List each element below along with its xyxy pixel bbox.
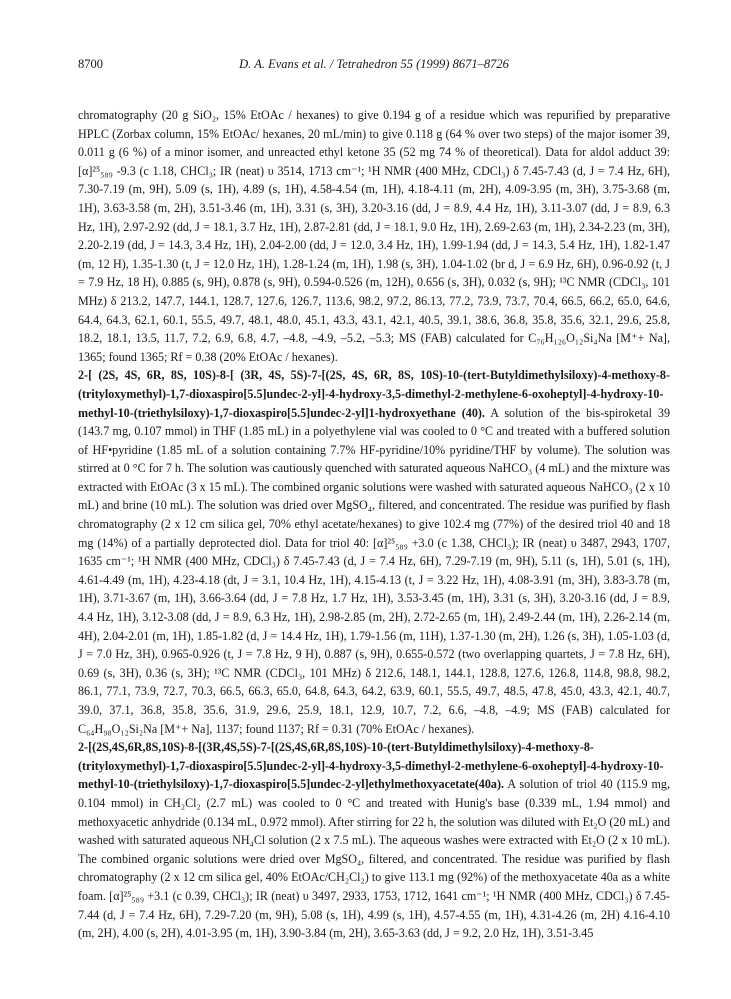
page-number: 8700 — [78, 57, 103, 71]
experimental-paragraph-aldol-adduct: chromatography (20 g SiO₂, 15% EtOAc / hexanes) to give 0.194 g of a residue which was repurified by preparative HPLC (Zorbax column, 15% EtOAc/ hexanes, 20 mL/min) to give 0.118 g (64 % over two steps) of the major isomer 39, 0.011 g (6 %) of a minor isomer, and unreacted ethyl ketone 35 (52 mg 74 % of theoretical). Data for aldol adduct 39: [α]²⁵₅₈₉ -9.3 (c 1.18, CHCl₃; IR (neat) υ 3514, 1713 cm⁻¹; ¹H NMR (400 MHz, CDCl₃) δ 7.45-7.43 (d, J = 7.4 Hz, 6H), 7.30-7.19 (m, 9H), 5.09 (s, 1H), 4.89 (s, 1H), 4.58-4.54 (m, 1H), 4.18-4.11 (m, 2H), 4.09-3.95 (m, 3H), 3.75-3.68 (m, 1H), 3.63-3.58 (m, 2H), 3.51-3.46 (m, 1H), 3.31 (s, 3H), 3.20-3.16 (dd, J = 8.9, 4.4 Hz, 1H), 3.11-3.07 (dd, J = 8.9, 6.3 Hz, 1H), 2.97-2.92 (dd, J = 18.1, 3.7 Hz, 1H), 2.87-2.81 (dd, J = 18.1, 9.0 Hz, 1H), 2.69-2.63 (m, 1H), 2.34-2.23 (m, 3H), 2.20-2.19 (dd, J = 14.3, 3.4 Hz, 1H), 2.04-2.00 (dd, J = 12.0, 3.4 Hz, 1H), 1.99-1.94 (dd, J = 14.3, 5.4 Hz, 1H), 1.82-1.47 (m, 12 H), 1.35-1.30 (t, J = 12.0 Hz, 1H), 1.28-1.24 (m, 1H), 1.98 (s, 3H), 1.04-1.02 (br d, J = 6.9 Hz, 6H), 0.96-0.92 (t, J = 7.9 Hz, 18 H), 0.885 (s, 9H), 0.878 (s, 9H), 0.594-0.526 (m, 12H), 0.656 (s, 3H), 0.032 (s, 9H); ¹³C NMR (CDCl₃, 101 MHz) δ 213.2, 147.7, 144.1, 128.7, 127.6, 126.7, 113.6, 98.2, 97.2, 86.13, 77.2, 73.9, 73.7, 70.4, 66.5, 66.2, 65.0, 64.6, 64.4, 64.3, 62.1, 60.1, 55.5, 49.7, 48.1, 48.0, 45.1, 43.3, 43.1, 42.1, 40.5, 39.1, 38.6, 36.8, 35.8, 35.6, 32.1, 29.6, 25.8, 18.2, 18.1, 13.5, 11.7, 7.2, 6.9, 6.8, 4.7, –4.8, –4.9, –5.2, –5.3; MS (FAB) calculated for C₇₆H₁₂₆O₁₂Si₄Na [M⁺+ Na], 1365; found 1365; Rf = 0.38 (20% EtOAc / hexanes). — [78, 108, 670, 364]
running-head: D. A. Evans et al. / Tetrahedron 55 (1999) 8671–8726 — [239, 57, 509, 71]
compound-heading-40a: 2-[(2S,4S,6R,8S,10S)-8-[(3R,4S,5S)-7-[(2S,4S,6R,8S,10S)-10-(tert-Butyldimethylsiloxy)-4-methoxy-8-(trityloxymethyl)-1,7-dioxaspiro[5.5]undec-2-yl]-4-hydroxy-3,5-dimethyl-2-methylene-6-oxoheptyl]-4-hydroxy-10-methyl-10-(triethylsiloxy)-1,7-dioxaspiro[5.5]undec-2-yl]ethylmethoxyacetate(40a). — [78, 740, 664, 792]
procedure-text-40: A solution of the bis-spiroketal 39 (143.7 mg, 0.107 mmol) in THF (1.85 mL) in a polyethylene vial was cooled to 0 °C and treated with a buffered solution of HF•pyridine (1.85 mL of a solution containing 7.7% HF-pyridine/10% pyridine/THF by volume). The solution was stirred at 0 °C for 7 h. The solution was cautiously quenched with saturated aqueous NaHCO₃ (4 mL) and the mixture was extracted with EtOAc (3 x 15 mL). The combined organic solutions were washed with saturated aqueous NaHCO₃ (2 x 10 mL) and brine (10 mL). The solution was dried over MgSO₄, filtered, and concentrated. The residue was purified by flash chromatography (2 x 12 cm silica gel, 70% ethyl acetate/hexanes) to give 102.4 mg (77%) of the desired triol 40 and 18 mg (14%) of a partially deprotected diol. Data for triol 40: [α]²⁵₅₈₉ +3.0 (c 1.38, CHCl₃); IR (neat) υ 3487, 2943, 1707, 1635 cm⁻¹; ¹H NMR (400 MHz, CDCl₃) δ 7.45-7.43 (d, J = 7.4 Hz, 6H), 7.29-7.19 (m, 9H), 5.11 (s, 1H), 5.01 (s, 1H), 4.61-4.49 (m, 1H), 4.23-4.18 (dt, J = 3.1, 10.4 Hz, 1H), 4.15-4.13 (t, J = 3.22 Hz, 1H), 4.08-3.91 (m, 3H), 3.83-3.78 (m, 1H), 3.71-3.67 (m, 1H), 3.66-3.64 (dd, J = 7.8 Hz, 1.7 Hz, 1H), 3.53-3.45 (m, 1H), 3.31 (s, 3H), 3.20-3.16 (dd, J = 8.9, 4.4 Hz, 1H), 3.12-3.08 (dd, J = 8.9, 6.3 Hz, 1H), 2.98-2.85 (m, 2H), 2.72-2.65 (m, 1H), 2.49-2.44 (m, 1H), 2.26-2.14 (m, 4H), 2.04-2.01 (m, 1H), 1.85-1.82 (d, J = 14.4 Hz, 1H), 1.79-1.56 (m, 11H), 1.37-1.30 (m, 2H), 1.26 (s, 3H), 1.05-1.03 (d, J = 7.0 Hz, 3H), 0.965-0.926 (t, J = 7.8 Hz, 9 H), 0.887 (s, 9H), 0.655-0.572 (two overlapping quartets, J = 7.8 Hz, 6H), 0.69 (s, 3H), 0.36 (s, 3H); ¹³C NMR (CDCl₃, 101 MHz) δ 212.6, 148.1, 144.1, 128.8, 127.6, 126.8, 114.8, 98.8, 98.2, 86.1, 77.1, 73.9, 72.7, 70.3, 66.5, 66.3, 65.0, 64.8, 64.3, 64.2, 63.9, 60.1, 55.5, 49.7, 48.5, 47.8, 45.0, 43.3, 42.1, 40.7, 39.0, 37.1, 36.8, 35.8, 35.6, 31.9, 29.6, 25.9, 18.1, 12.9, 10.7, 7.2, 6.6, –4.8, –4.9; MS (FAB) calculated for C₆₄H₉₈O₁₂Si₂Na [M⁺+ Na], 1137; found 1137; Rf = 0.31 (70% EtOAc / hexanes). — [78, 405, 671, 736]
article-body — [78, 106, 670, 943]
compound-heading-40: 2-[ (2S, 4S, 6R, 8S, 10S)-8-[ (3R, 4S, 5S)-7-[(2S, 4S, 6R, 8S, 10S)-10-(tert-Butyldimethylsiloxy)-4-methoxy-8-(trityloxymethyl)-1,7-dioxaspiro[5.5]undec-2-yl]-4-hydroxy-3,5-dimethyl-2-methylene-6-oxoheptyl]-4-hydroxy-10-methyl-10-(triethylsiloxy)-1,7-dioxaspiro[5.5]undec-2-yl]1-hydroxyethane (40). — [78, 368, 670, 420]
experimental-paragraph-triol — [78, 366, 670, 738]
procedure-text-40a: A solution of triol 40 (115.9 mg, 0.104 mmol) in CH₂Cl₂ (2.7 mL) was cooled to 0 °C and treated with Hunig's base (0.339 mL, 1.94 mmol) and methoxyacetic anhydride (0.134 mL, 0.972 mmol). After stirring for 22 h, the solution was diluted with Et₂O (20 mL) and washed with saturated aqueous NH₄Cl solution (2 x 7.5 mL). The aqueous washes were extracted with Et₂O (2 x 10 mL). The combined organic solutions were dried over MgSO₄, filtered, and concentrated. The residue was purified by flash chromatography (2 x 12 cm silica gel, 40% EtOAc/CH₂Cl₂) to give 113.1 mg (92%) of the methoxyacetate 40a as a white foam. [α]²⁵₅₈₉ +3.1 (c 0.39, CHCl₃); IR (neat) υ 3497, 2933, 1753, 1712, 1641 cm⁻¹; ¹H NMR (400 MHz, CDCl₃) δ 7.45-7.44 (d, J = 7.4 Hz, 6H), 7.29-7.20 (m, 9H), 5.08 (s, 1H), 4.99 (s, 1H), 4.57-4.55 (m, 1H), 4.31-4.26 (m, 2H) 4.16-4.10 (m, 2H), 4.00 (s, 2H), 4.01-3.95 (m, 1H), 3.90-3.84 (m, 2H), 3.65-3.63 (dd, J = 9.2, 2.0 Hz, 1H), 3.51-3.45 — [78, 777, 670, 941]
page-header — [78, 57, 670, 75]
experimental-paragraph-methoxyacetate — [78, 738, 670, 943]
